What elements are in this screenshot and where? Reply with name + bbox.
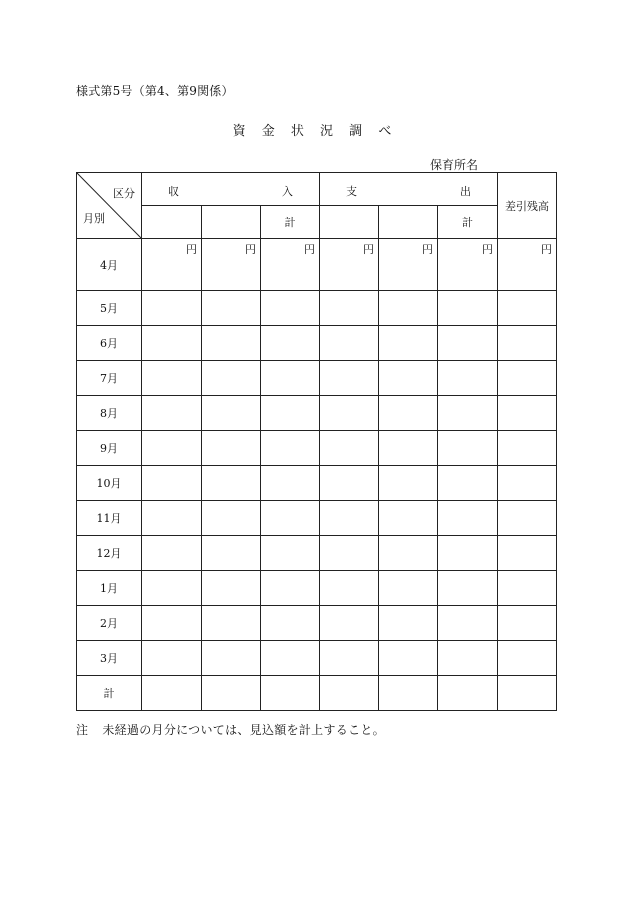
amount-cell[interactable] bbox=[202, 466, 261, 501]
balance-header: 差引残高 bbox=[498, 173, 557, 239]
table-row bbox=[77, 396, 557, 431]
month-cell: 6月 bbox=[77, 326, 142, 361]
income-char-2: 入 bbox=[282, 185, 294, 198]
amount-cell[interactable] bbox=[438, 326, 498, 361]
month-cell: 3月 bbox=[77, 641, 142, 676]
corner-diagonal bbox=[77, 173, 141, 238]
amount-cell[interactable] bbox=[261, 536, 320, 571]
amount-cell[interactable] bbox=[320, 641, 379, 676]
amount-cell[interactable] bbox=[438, 571, 498, 606]
table-row bbox=[77, 431, 557, 466]
amount-cell[interactable] bbox=[438, 641, 498, 676]
school-name-label: 保育所名 bbox=[430, 158, 479, 172]
amount-cell[interactable] bbox=[202, 536, 261, 571]
expense-item-2[interactable] bbox=[379, 206, 438, 239]
table-row bbox=[77, 536, 557, 571]
amount-cell[interactable] bbox=[202, 571, 261, 606]
month-cell: 4月 bbox=[77, 239, 142, 291]
amount-cell[interactable] bbox=[320, 536, 379, 571]
income-item-1[interactable] bbox=[142, 206, 202, 239]
yen-unit: 円 bbox=[245, 243, 256, 256]
amount-cell[interactable] bbox=[142, 291, 202, 326]
amount-cell[interactable] bbox=[498, 326, 557, 361]
amount-cell[interactable] bbox=[261, 606, 320, 641]
amount-cell[interactable] bbox=[261, 291, 320, 326]
income-header bbox=[142, 173, 320, 206]
amount-cell[interactable] bbox=[438, 501, 498, 536]
amount-cell[interactable] bbox=[498, 501, 557, 536]
amount-cell[interactable] bbox=[202, 641, 261, 676]
amount-cell[interactable] bbox=[202, 431, 261, 466]
amount-cell[interactable] bbox=[379, 536, 438, 571]
table-row bbox=[77, 361, 557, 396]
amount-cell[interactable] bbox=[142, 571, 202, 606]
amount-cell[interactable] bbox=[498, 676, 557, 711]
amount-cell[interactable] bbox=[379, 501, 438, 536]
month-cell: 11月 bbox=[77, 501, 142, 536]
amount-cell[interactable] bbox=[261, 396, 320, 431]
amount-cell[interactable] bbox=[379, 466, 438, 501]
amount-cell[interactable] bbox=[142, 641, 202, 676]
table-row bbox=[77, 291, 557, 326]
amount-cell[interactable] bbox=[379, 676, 438, 711]
amount-cell[interactable] bbox=[438, 239, 498, 291]
amount-cell[interactable] bbox=[379, 431, 438, 466]
amount-cell[interactable] bbox=[261, 239, 320, 291]
category-label: 区分 bbox=[113, 187, 135, 200]
month-cell: 2月 bbox=[77, 606, 142, 641]
yen-unit: 円 bbox=[363, 243, 375, 256]
amount-cell[interactable] bbox=[498, 571, 557, 606]
amount-cell[interactable] bbox=[438, 536, 498, 571]
amount-cell[interactable] bbox=[498, 361, 557, 396]
yen-unit: 円 bbox=[186, 243, 197, 256]
header-row-1 bbox=[77, 173, 557, 206]
expense-char-1: 支 bbox=[346, 185, 358, 198]
expense-item-1[interactable] bbox=[320, 206, 379, 239]
amount-cell[interactable] bbox=[438, 396, 498, 431]
month-cell: 10月 bbox=[77, 466, 142, 501]
amount-cell[interactable] bbox=[142, 606, 202, 641]
amount-cell[interactable] bbox=[142, 676, 202, 711]
month-cell: 12月 bbox=[77, 536, 142, 571]
amount-cell[interactable] bbox=[379, 361, 438, 396]
amount-cell[interactable] bbox=[498, 431, 557, 466]
month-label: 月別 bbox=[83, 212, 105, 225]
income-item-2[interactable] bbox=[202, 206, 261, 239]
expense-header bbox=[320, 173, 498, 206]
amount-cell[interactable] bbox=[261, 466, 320, 501]
month-cell: 1月 bbox=[77, 571, 142, 606]
month-cell: 9月 bbox=[77, 431, 142, 466]
amount-cell[interactable] bbox=[438, 361, 498, 396]
month-cell: 計 bbox=[77, 676, 142, 711]
amount-cell[interactable] bbox=[498, 641, 557, 676]
fund-status-table bbox=[76, 172, 557, 711]
amount-cell[interactable] bbox=[202, 326, 261, 361]
footnote bbox=[76, 721, 385, 738]
amount-cell[interactable] bbox=[261, 641, 320, 676]
amount-cell[interactable] bbox=[202, 606, 261, 641]
amount-cell[interactable] bbox=[142, 361, 202, 396]
amount-cell[interactable] bbox=[320, 326, 379, 361]
amount-cell[interactable] bbox=[320, 466, 379, 501]
income-subtotal-header: 計 bbox=[261, 206, 320, 239]
school-name-field[interactable] bbox=[430, 156, 550, 173]
yen-unit: 円 bbox=[422, 243, 434, 256]
amount-cell[interactable] bbox=[379, 641, 438, 676]
amount-cell[interactable] bbox=[261, 571, 320, 606]
document-title: 資 金 状 況 調 べ bbox=[232, 124, 398, 139]
amount-cell[interactable] bbox=[202, 501, 261, 536]
amount-cell[interactable] bbox=[320, 239, 379, 291]
expense-subtotal-header: 計 bbox=[438, 206, 498, 239]
amount-cell[interactable] bbox=[320, 291, 379, 326]
amount-cell[interactable] bbox=[202, 396, 261, 431]
form-number: 様式第5号（第4、第9関係） bbox=[76, 84, 234, 98]
table-row bbox=[77, 501, 557, 536]
table-row bbox=[77, 641, 557, 676]
amount-cell[interactable] bbox=[498, 291, 557, 326]
table-row bbox=[77, 239, 557, 291]
amount-cell[interactable] bbox=[320, 361, 379, 396]
amount-cell[interactable] bbox=[261, 501, 320, 536]
amount-cell[interactable] bbox=[202, 239, 261, 291]
amount-cell[interactable] bbox=[320, 396, 379, 431]
table-row bbox=[77, 571, 557, 606]
header-row-2 bbox=[77, 206, 557, 239]
amount-cell[interactable] bbox=[379, 239, 438, 291]
amount-cell[interactable] bbox=[379, 396, 438, 431]
footnote-mark: 注 bbox=[76, 723, 89, 737]
amount-cell[interactable] bbox=[142, 501, 202, 536]
amount-cell[interactable] bbox=[142, 431, 202, 466]
amount-cell[interactable] bbox=[498, 466, 557, 501]
amount-cell[interactable] bbox=[142, 536, 202, 571]
table-row bbox=[77, 466, 557, 501]
corner-cell bbox=[77, 173, 142, 239]
amount-cell[interactable] bbox=[142, 239, 202, 291]
amount-cell[interactable] bbox=[320, 501, 379, 536]
amount-cell[interactable] bbox=[142, 396, 202, 431]
table-row bbox=[77, 606, 557, 641]
amount-cell[interactable] bbox=[498, 606, 557, 641]
amount-cell[interactable] bbox=[202, 676, 261, 711]
amount-cell[interactable] bbox=[261, 676, 320, 711]
expense-char-2: 出 bbox=[460, 185, 472, 198]
amount-cell[interactable] bbox=[320, 571, 379, 606]
amount-cell[interactable] bbox=[498, 239, 557, 291]
yen-unit: 円 bbox=[482, 243, 494, 256]
amount-cell[interactable] bbox=[379, 326, 438, 361]
amount-cell[interactable] bbox=[202, 291, 261, 326]
amount-cell[interactable] bbox=[320, 676, 379, 711]
footnote-text: 未経過の月分については、見込額を計上すること。 bbox=[102, 723, 385, 737]
amount-cell[interactable] bbox=[261, 361, 320, 396]
amount-cell[interactable] bbox=[320, 606, 379, 641]
income-char-1: 収 bbox=[168, 185, 179, 198]
amount-cell[interactable] bbox=[498, 536, 557, 571]
table-row bbox=[77, 676, 557, 711]
amount-cell[interactable] bbox=[142, 466, 202, 501]
amount-cell[interactable] bbox=[261, 326, 320, 361]
amount-cell[interactable] bbox=[379, 291, 438, 326]
month-cell: 7月 bbox=[77, 361, 142, 396]
amount-cell[interactable] bbox=[438, 466, 498, 501]
month-cell: 5月 bbox=[77, 291, 142, 326]
amount-cell[interactable] bbox=[438, 291, 498, 326]
amount-cell[interactable] bbox=[202, 361, 261, 396]
amount-cell[interactable] bbox=[498, 396, 557, 431]
amount-cell[interactable] bbox=[438, 431, 498, 466]
amount-cell[interactable] bbox=[320, 431, 379, 466]
month-cell: 8月 bbox=[77, 396, 142, 431]
table-row bbox=[77, 326, 557, 361]
amount-cell[interactable] bbox=[379, 571, 438, 606]
amount-cell[interactable] bbox=[438, 676, 498, 711]
amount-cell[interactable] bbox=[261, 431, 320, 466]
amount-cell[interactable] bbox=[379, 606, 438, 641]
amount-cell[interactable] bbox=[438, 606, 498, 641]
yen-unit: 円 bbox=[304, 243, 316, 256]
yen-unit: 円 bbox=[541, 243, 553, 256]
amount-cell[interactable] bbox=[142, 326, 202, 361]
